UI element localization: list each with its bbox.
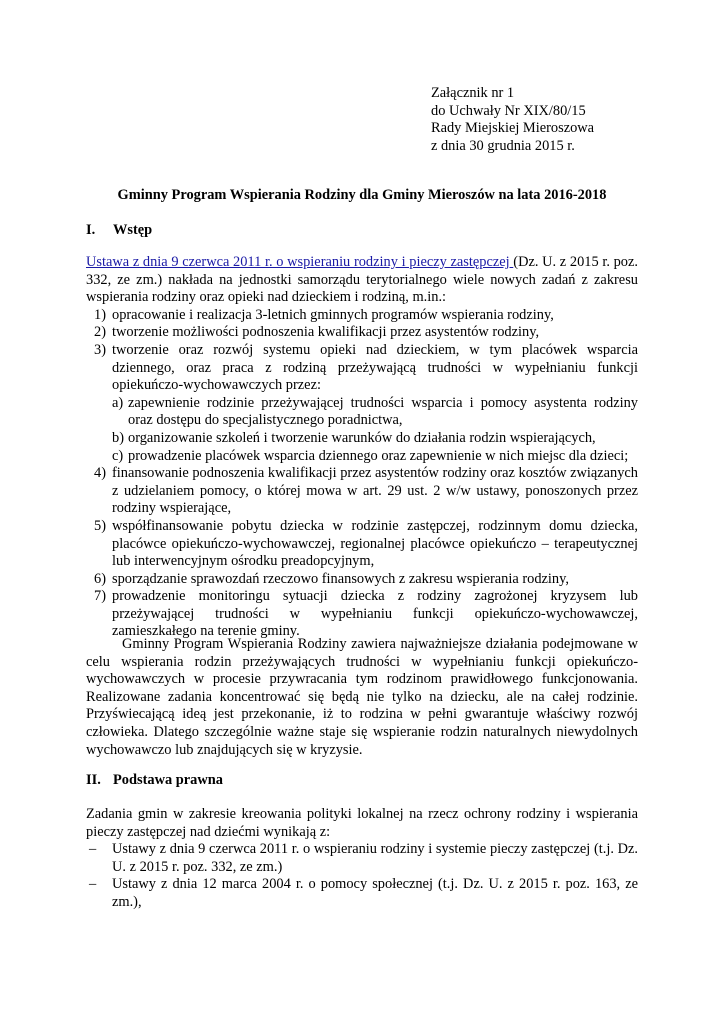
attachment-note [431,85,661,155]
list-item-text: Ustawy z dnia 9 czerwca 2011 r. o wspieraniu rodziny i systemie pieczy zastępczej (t.j. Dz. U. z 2015 r. poz. 332, ze zm.) [112,841,638,875]
sub-list-marker: c) [112,447,124,464]
list-item [86,342,638,465]
list-item [86,518,638,571]
attachment-line: Rady Miejskiej Mieroszowa [431,120,595,137]
list-item-text: Ustawy z dnia 12 marca 2004 r. o pomocy społecznej (t.j. Dz. U. z 2015 r. poz. 163, ze zm.), [112,876,638,910]
list-item [86,841,638,876]
attachment-line: z dnia 30 grudnia 2015 r. [431,137,575,154]
list-item-text: współfinansowanie pobytu dziecka w rodzinie zastępczej, rodzinnym domu dziecka, placówce opiekuńczo-wychowawczej, regionalnej placówce opiekuńczo – terapeutycznej lub interwencyjnym ośrodku preadopcyjnym, [112,517,638,570]
section-number: II. [86,772,101,788]
sub-list-item [112,430,638,448]
sub-list-marker: b) [112,429,124,446]
document-title: Gminny Program Wspierania Rodziny dla Gminy Mieroszów na lata 2016-2018 [117,187,607,203]
list-item [86,324,638,342]
legal-acts-list [86,841,638,911]
dash-marker: – [89,841,97,858]
list-item-text: tworzenie możliwości podnoszenia kwalifikacji przez asystentów rodziny, [112,324,540,341]
intro-paragraph-text: (Dz. U. z 2015 r. poz. 332, ze zm.) nakłada na jednostki samorządu terytorialnego wiele nowych zadań z zakresu wspierania rodziny oraz opieki nad dzieckiem i rodziną, m.in.: [86,254,638,306]
list-item [86,307,638,325]
list-item [86,571,638,589]
list-item-text: opracowanie i realizacja 3-letnich gminnych programów wspierania rodziny, [112,306,554,323]
program-description-paragraph: Gminny Program Wspierania Rodziny zawiera najważniejsze działania podejmowane w celu wspierania rodzin przeżywających trudności w wypełnianiu funkcji opiekuńczo-wychowawczych w procesie przywracania tym rodzinom prawidłowego funkcjonowania. Realizowane zadania koncentrować się będą nie tylko na dziecku, ale na całej rodzinie. Przyświecającą ideą jest przekonanie, iż to rodzina w pełni gwarantuje właściwy rozwój człowieka. Dlatego szczególnie ważne staje się wspieranie rodzin naturalnych niewydolnych wychowawczo lub znajdujących się w kryzysie. [86,636,638,758]
intro-paragraph [86,254,638,307]
sub-list-item-text: zapewnienie rodzinie przeżywającej trudności wsparcia i pomocy asystenta rodziny oraz dostępu do specjalistycznego poradnictwa, [128,394,638,429]
section-title: Podstawa prawna [113,772,223,788]
list-marker: 7) [94,588,106,605]
list-marker: 6) [94,570,106,587]
list-item-text: sporządzanie sprawozdań rzeczowo finansowych z zakresu wspierania rodziny, [112,570,569,587]
section-heading-intro [86,222,152,240]
list-marker: 5) [94,517,106,534]
act-link[interactable]: Ustawa z dnia 9 czerwca 2011 r. o wspieraniu rodziny i pieczy zastępczej [86,254,514,270]
section-intro-body [86,254,638,641]
list-marker: 2) [94,324,106,341]
legal-basis-body [86,806,638,912]
sub-list-item [112,395,638,430]
sub-list [112,395,638,465]
sub-list-marker: a) [112,394,124,411]
list-marker: 3) [94,341,106,358]
list-marker: 4) [94,465,106,482]
list-item [86,876,638,911]
attachment-line: Załącznik nr 1 [431,85,515,101]
tasks-list [86,307,638,641]
dash-marker: – [89,876,97,893]
section-heading-legal-basis [86,772,223,790]
section-title: Wstęp [113,222,153,238]
attachment-line: do Uchwały Nr XIX/80/15 [431,102,586,119]
sub-list-item [112,448,638,466]
list-item-text: finansowanie podnoszenia kwalifikacji przez asystentów rodziny oraz kosztów związanych z udzielaniem pomocy, o której mowa w art. 29 ust. 2 w/w ustawy, ponoszonych przez rodziny wspierające, [112,465,638,517]
sub-list-item-text: prowadzenie placówek wsparcia dziennego oraz zapewnienie w nich miejsc dla dzieci; [128,447,629,464]
list-item-text: prowadzenie monitoringu sytuacji dziecka z rodziny zagrożonej kryzysem lub przeżywającej trudności w wypełnianiu funkcji opiekuńczo-wychowawczej, zamieszkałego na terenie gminy. [112,588,638,640]
list-item-text: tworzenie oraz rozwój systemu opieki nad dzieckiem, w tym placówek wsparcia dziennego, oraz praca z rodziną przeżywającą trudności w wypełnianiu funkcji opiekuńczo-wychowawczych przez: [112,341,638,394]
legal-basis-intro: Zadania gmin w zakresie kreowania polityki lokalnej na rzecz ochrony rodziny i wspierania pieczy zastępczej nad dziećmi wynikają z: [86,806,638,840]
list-item [86,588,638,641]
list-item [86,465,638,518]
section-number: I. [86,222,96,238]
list-marker: 1) [94,306,106,323]
sub-list-item-text: organizowanie szkoleń i tworzenie warunków do działania rodzin wspierających, [128,429,596,446]
